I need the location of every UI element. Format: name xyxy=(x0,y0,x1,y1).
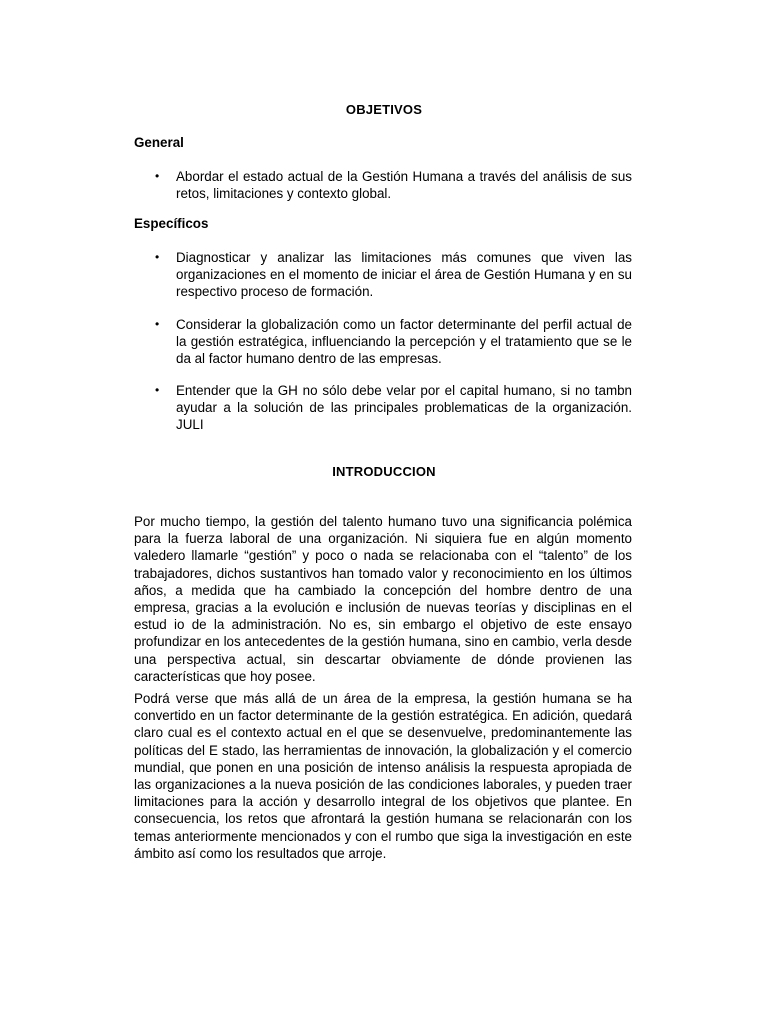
bullet-icon: • xyxy=(155,169,160,183)
bullet-icon: • xyxy=(155,383,160,397)
bullet-icon: • xyxy=(155,250,160,264)
objectives-heading: OBJETIVOS xyxy=(345,102,423,117)
intro-paragraph: Por mucho tiempo, la gestión del talento humano tuvo una significancia polémica para la fuerza laboral de una organización. Ni siquiera fue en algún momento valedero llamarle “gestión” y poco o nada se relacionaba con el “talento” de los trabajadores, dichos sustantivos han tomado valor y reconocimiento en los últimos años, a medida que ha cambiado la concepción del hombre dentro de una empresa, gracias a la evolución e inclusión de nuevas teorías y disciplinas en el estud io de la administración. No es, sin embargo el objetivo de este ensayo profundizar en los antecedentes de la gestión humana, sino en cambio, verla desde una perspectiva actual, sin descartar obviamente de dónde provienen las características que hoy posee. xyxy=(134,514,632,684)
list-item-text: Considerar la globalización como un factor determinante del perfil actual de la gestión estratégica, influenciando la percepción y el tratamiento que se le da al factor humano dentro de las empresas. xyxy=(176,317,632,366)
specific-label: Específicos xyxy=(134,216,209,231)
list-item-text: Entender que la GH no sólo debe velar por el capital humano, si no tambn ayudar a la solución de las principales problematicas de la organización. JULI xyxy=(176,383,632,432)
general-label: General xyxy=(134,135,184,150)
bullet-icon: • xyxy=(155,317,160,331)
intro-paragraph: Podrá verse que más allá de un área de la empresa, la gestión humana se ha convertido en un factor determinante de la gestión estratégica. En adición, quedará claro cual es el contexto actual en el que se desenvuelve, predominantemente las políticas del E stado, las herramientas de innovación, la globalización y el comercio mundial, que ponen en una posición de intenso análisis la respuesta apropiada de las organizaciones a la nueva posición de las condiciones laborales, y pueden traer limitaciones para la acción y desarrollo integral de los objetivos que plantee. En consecuencia, los retos que afrontará la gestión humana se relacionarán con los temas anteriormente mencionados y con el rumbo que siga la investigación en este ámbito así como los resultados que arroje. xyxy=(134,691,632,861)
intro-heading: INTRODUCCION xyxy=(332,464,436,479)
list-item-text: Diagnosticar y analizar las limitaciones más comunes que viven las organizaciones en el momento de iniciar el área de Gestión Humana y en su respectivo proceso de formación. xyxy=(176,250,632,299)
list-item-text: Abordar el estado actual de la Gestión Humana a través del análisis de sus retos, limitaciones y contexto global. xyxy=(176,169,632,201)
